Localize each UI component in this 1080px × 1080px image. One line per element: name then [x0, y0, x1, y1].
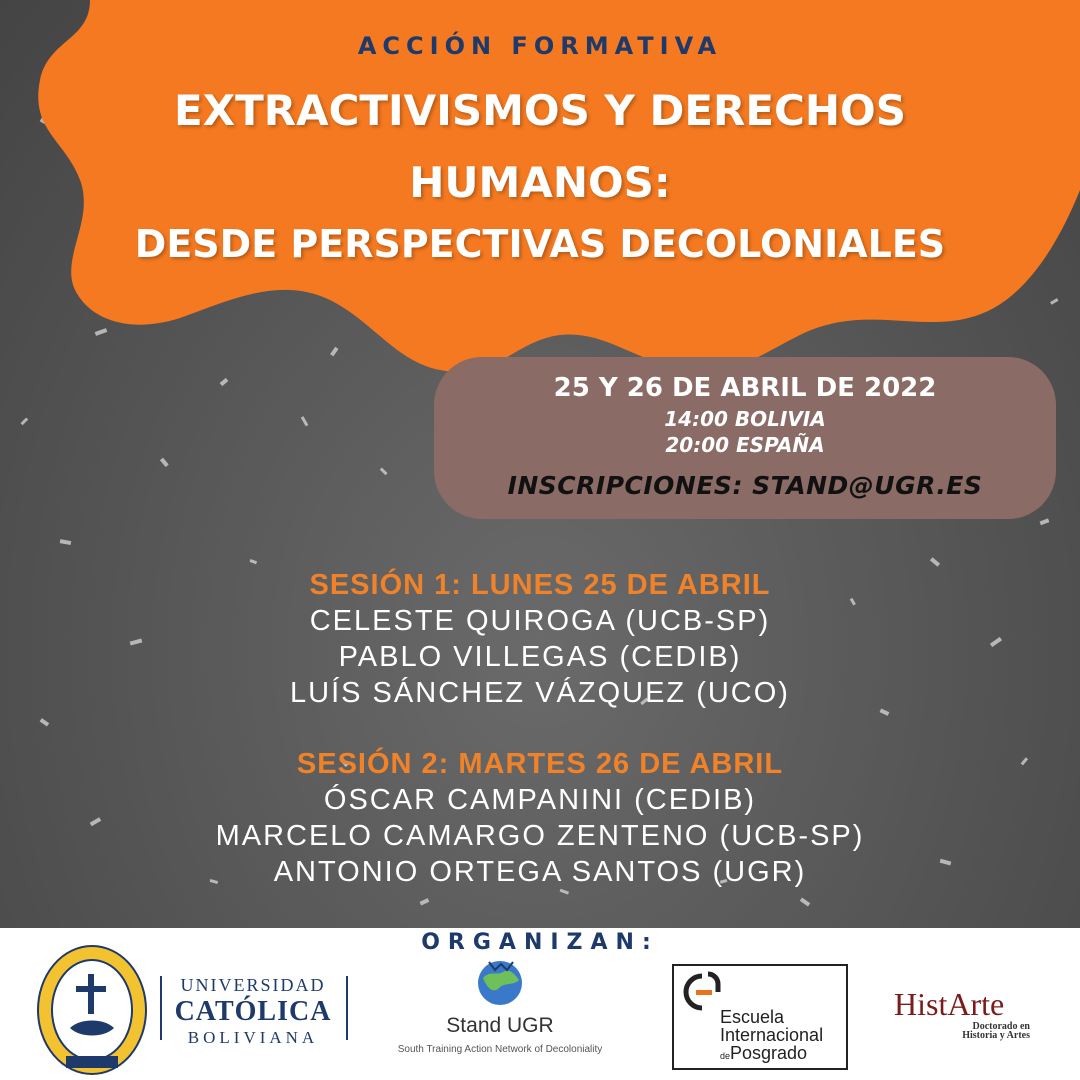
session-2: [0, 746, 1080, 890]
speaker: CELESTE QUIROGA (UCB-SP): [309, 605, 771, 637]
session-1: [0, 567, 1080, 711]
histarte-logo: [894, 986, 1044, 1041]
session-title: SESIÓN 1: LUNES 25 DE ABRIL: [309, 569, 771, 601]
session-title: SESIÓN 2: MARTES 26 DE ABRIL: [296, 748, 784, 780]
eip-de: de: [720, 1051, 731, 1061]
eip-line-2: Internacional: [720, 1025, 824, 1045]
event-date: 25 Y 26 DE ABRIL DE 2022: [553, 373, 937, 403]
ucb-seal-logo: [36, 944, 148, 1076]
time-bolivia: 14:00 BOLIVIA: [664, 407, 826, 431]
histarte-sub-2: Historia y Artes: [962, 1030, 1030, 1041]
ucb-wordmark: [168, 974, 338, 1048]
speaker: PABLO VILLEGAS (CEDIB): [338, 641, 742, 673]
speaker: ÓSCAR CAMPANINI (CEDIB): [323, 784, 757, 816]
registration-email[interactable]: INSCRIPCIONES: STAND@UGR.ES: [507, 471, 983, 500]
ucb-divider-right: [346, 976, 348, 1040]
histarte-sub-1: Doctorado en: [972, 1021, 1030, 1032]
organizers-label: ORGANIZAN:: [421, 930, 659, 955]
speaker: LUÍS SÁNCHEZ VÁZQUEZ (UCO): [290, 677, 790, 709]
stand-name: Stand UGR: [446, 1014, 554, 1037]
date-box: [434, 357, 1056, 519]
ucb-line-3: BOLIVIANA: [187, 1028, 319, 1047]
title-line-1: EXTRACTIVISMOS Y DERECHOS: [174, 86, 906, 135]
ucb-divider: [160, 976, 162, 1040]
stand-ugr-logo: [390, 958, 610, 1055]
ucb-line-1: UNIVERSIDAD: [180, 975, 326, 995]
ucb-line-2: CATÓLICA: [174, 996, 332, 1027]
eip-line-1: Escuela: [720, 1007, 785, 1027]
stand-subtitle: South Training Action Network of Decoloniality: [397, 1044, 603, 1055]
kicker-label: ACCIÓN FORMATIVA: [357, 32, 723, 60]
eip-mark-icon: [680, 970, 724, 1022]
escuela-internacional-posgrado-logo: [672, 964, 848, 1070]
stand-globe-icon: [475, 958, 525, 1008]
time-spain: 20:00 ESPAÑA: [665, 433, 825, 457]
title-line-3: DESDE PERSPECTIVAS DECOLONIALES: [134, 222, 946, 266]
histarte-name: HistArte: [894, 986, 1005, 1022]
organizers-footer: [0, 928, 1080, 1080]
eip-line-3: Posgrado: [730, 1043, 808, 1063]
speaker: ANTONIO ORTEGA SANTOS (UGR): [273, 856, 807, 888]
title-line-2: HUMANOS:: [409, 158, 671, 207]
speaker: MARCELO CAMARGO ZENTENO (UCB-SP): [215, 820, 865, 852]
